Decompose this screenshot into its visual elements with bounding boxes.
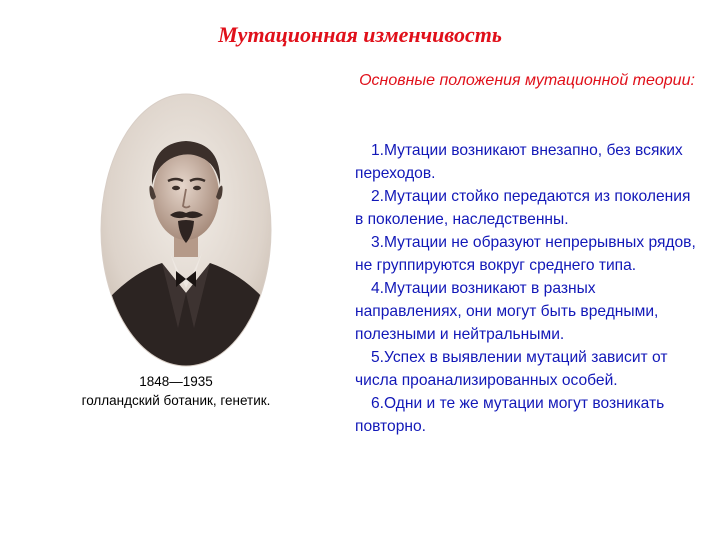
theory-point: 6.Одни и те же мутации могут возникать повторно. bbox=[355, 395, 665, 435]
slide-title: Мутационная изменчивость bbox=[218, 22, 502, 47]
theory-point: 4.Мутации возникают в разных направлениях, они могут быть вредными, полезными и нейтральными. bbox=[355, 280, 659, 343]
theory-points-list bbox=[355, 139, 700, 438]
caption-description: голландский ботаник, генетик. bbox=[81, 393, 271, 408]
theory-point: 3.Мутации не образуют непрерывных рядов, не группируются вокруг среднего типа. bbox=[355, 234, 696, 274]
caption-years: 1848—1935 bbox=[139, 374, 213, 389]
portrait-caption bbox=[40, 372, 312, 410]
theory-point: 2.Мутации стойко передаются из поколения в поколение, наследственны. bbox=[355, 188, 691, 228]
portrait-photo bbox=[100, 93, 272, 367]
theory-point: 5.Успех в выявлении мутаций зависит от числа проанализированных особей. bbox=[355, 349, 668, 389]
theory-point: 1.Мутации возникают внезапно, без всяких переходов. bbox=[355, 142, 683, 182]
theory-heading: Основные положения мутационной теории: bbox=[359, 72, 695, 89]
